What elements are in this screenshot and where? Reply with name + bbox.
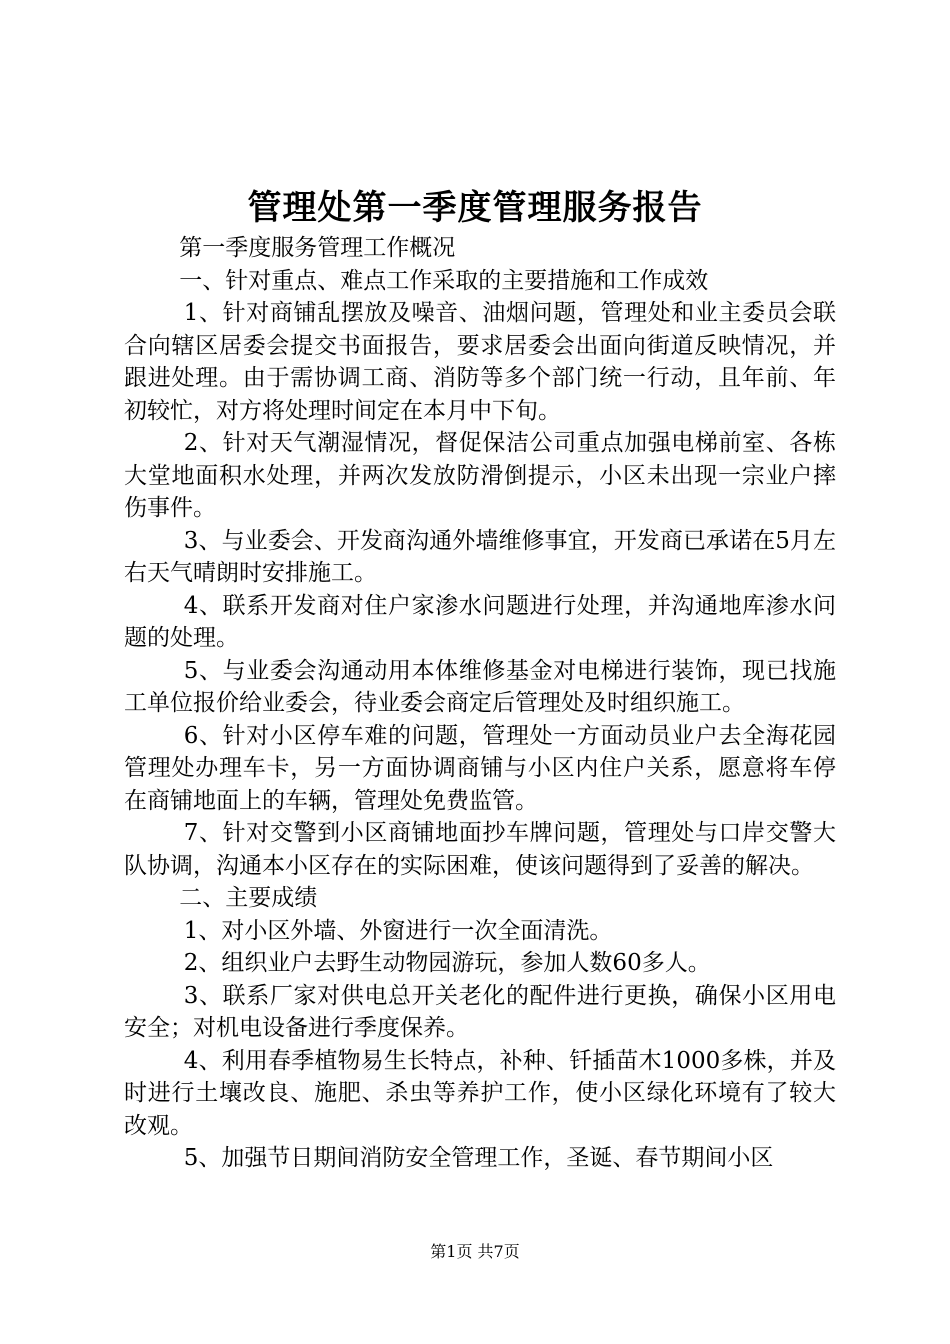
section-heading-measures: 一、针对重点、难点工作采取的主要措施和工作成效: [179, 267, 709, 294]
document-body: [124, 232, 836, 1175]
paragraph-measure-7: 7、针对交警到小区商铺地面抄车牌问题，管理处与口岸交警大队协调，沟通本小区存在的实际困难，使该问题得到了妥善的解决。: [124, 820, 836, 879]
paragraph-measure-3: 3、与业委会、开发商沟通外墙维修事宜，开发商已承诺在5月左右天气晴朗时安排施工。: [124, 527, 836, 586]
paragraph-measure-2: 2、针对天气潮湿情况，督促保洁公司重点加强电梯前室、各栋大堂地面积水处理，并两次发放防滑倒提示，小区未出现一宗业户摔伤事件。: [124, 430, 836, 521]
paragraph-measure-1: 1、针对商铺乱摆放及噪音、油烟问题，管理处和业主委员会联合向辖区居委会提交书面报告，要求居委会出面向街道反映情况，并跟进处理。由于需协调工商、消防等多个部门统一行动，且年前、年初较忙，对方将处理时间定在本月中下旬。: [124, 300, 836, 424]
paragraph-achievement-5: 5、加强节日期间消防安全管理工作，圣诞、春节期间小区: [183, 1145, 774, 1171]
paragraph-measure-6: 6、针对小区停车难的问题，管理处一方面动员业户去全海花园管理处办理车卡，另一方面协调商铺与小区内住户关系，愿意将车停在商铺地面上的车辆，管理处免费监管。: [124, 722, 836, 814]
paragraph-measure-4: 4、联系开发商对住户家渗水问题进行处理，并沟通地库渗水问题的处理。: [124, 592, 836, 651]
paragraph-achievement-1: 1、对小区外墙、外窗进行一次全面清洗。: [183, 917, 613, 944]
paragraph-achievement-3: 3、联系厂家对供电总开关老化的配件进行更换，确保小区用电安全；对机电设备进行季度保养。: [124, 982, 836, 1041]
paragraph-achievement-4: 4、利用春季植物易生长特点，补种、钎插苗木1000多株，并及时进行土壤改良、施肥、杀虫等养护工作，使小区绿化环境有了较大改观。: [124, 1047, 836, 1139]
page-number-footer: 第1页 共7页: [430, 1242, 520, 1261]
paragraph-achievement-2: 2、组织业户去野生动物园游玩，参加人数60多人。: [183, 950, 711, 976]
paragraph-measure-5: 5、与业委会沟通动用本体维修基金对电梯进行装饰，现已找施工单位报价给业委会，待业委会商定后管理处及时组织施工。: [124, 657, 836, 716]
section-heading-overview: 第一季度服务管理工作概况: [179, 235, 456, 261]
section-heading-achievements: 二、主要成绩: [179, 885, 318, 911]
document-title: 管理处第一季度管理服务报告: [247, 188, 703, 228]
